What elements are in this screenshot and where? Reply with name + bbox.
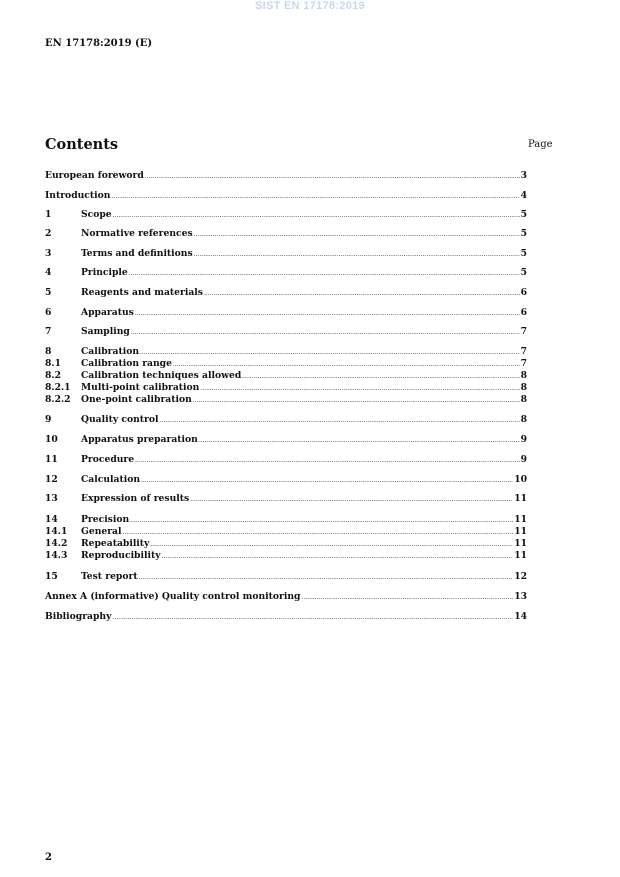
toc-entry[interactable] xyxy=(45,307,527,319)
toc-entry-title: Repeatability xyxy=(81,538,150,549)
toc-entry-title: Calibration techniques allowed xyxy=(81,370,242,381)
toc-entry-page: 5 xyxy=(520,228,527,239)
toc-entry-page: 5 xyxy=(520,209,527,220)
toc-entry[interactable] xyxy=(45,526,527,538)
toc-entry-title: Multi-point calibration xyxy=(81,382,200,393)
toc-entry-number: 15 xyxy=(45,571,58,582)
toc-entry-page: 14 xyxy=(514,611,527,622)
toc-entry-number: 14.2 xyxy=(45,538,68,549)
toc-entry[interactable] xyxy=(45,493,527,505)
toc-dot-leader xyxy=(194,228,520,241)
toc-entry[interactable] xyxy=(45,514,527,526)
toc-entry[interactable] xyxy=(45,571,527,583)
toc-entry[interactable] xyxy=(45,287,527,299)
toc-dot-leader xyxy=(199,434,520,447)
contents-heading: Contents xyxy=(45,136,119,153)
toc-entry-title: Reproducibility xyxy=(81,550,161,561)
toc-entry[interactable] xyxy=(45,326,527,338)
toc-entry-number: 8.2 xyxy=(45,370,61,381)
toc-entry-title: Scope xyxy=(81,209,112,220)
toc-entry[interactable] xyxy=(45,346,527,358)
toc-entry-number: 8 xyxy=(45,346,52,357)
toc-dot-leader xyxy=(193,394,520,407)
toc-entry-title: Sampling xyxy=(81,326,130,337)
toc-dot-leader xyxy=(112,611,513,624)
toc-entry[interactable] xyxy=(45,454,527,466)
toc-entry-page: 13 xyxy=(514,591,527,602)
toc-entry-page: 8 xyxy=(520,382,527,393)
toc-entry-title: Calibration xyxy=(81,346,140,357)
toc-entry-page: 11 xyxy=(514,538,527,549)
toc-entry-title: Terms and definitions xyxy=(81,248,193,259)
toc-entry[interactable] xyxy=(45,267,527,279)
toc-dot-leader xyxy=(135,307,520,320)
toc-entry[interactable] xyxy=(45,538,527,550)
toc-entry[interactable] xyxy=(45,382,527,394)
toc-entry-page: 10 xyxy=(514,474,527,485)
toc-entry-page: 3 xyxy=(520,170,527,181)
toc-entry-page: 5 xyxy=(520,248,527,259)
toc-entry-number: 4 xyxy=(45,267,52,278)
toc-entry[interactable] xyxy=(45,474,527,486)
toc-entry-number: 14 xyxy=(45,514,58,525)
toc-entry-title: General xyxy=(81,526,122,537)
toc-entry[interactable] xyxy=(45,228,527,240)
toc-entry-number: 7 xyxy=(45,326,52,337)
toc-entry[interactable] xyxy=(45,209,527,221)
toc-entry-number: 6 xyxy=(45,307,52,318)
toc-entry[interactable] xyxy=(45,550,527,562)
toc-dot-leader xyxy=(129,267,520,280)
toc-entry[interactable] xyxy=(45,394,527,406)
toc-entry-title: Expression of results xyxy=(81,493,190,504)
toc-dot-leader xyxy=(194,248,520,261)
toc-entry-title: Normative references xyxy=(81,228,193,239)
toc-dot-leader xyxy=(111,190,519,203)
toc-entry[interactable] xyxy=(45,370,527,382)
toc-entry-page: 11 xyxy=(514,493,527,504)
toc-dot-leader xyxy=(135,454,519,467)
toc-entry[interactable] xyxy=(45,358,527,370)
toc-entry-title: Apparatus preparation xyxy=(81,434,198,445)
toc-entry-number: 8.1 xyxy=(45,358,61,369)
toc-entry-number: 14.1 xyxy=(45,526,68,537)
toc-entry-number: 9 xyxy=(45,414,52,425)
toc-entry-title: Test report xyxy=(81,571,138,582)
toc-entry[interactable] xyxy=(45,248,527,260)
toc-entry-title: Quality control xyxy=(81,414,159,425)
toc-entry-title: European foreword xyxy=(45,170,144,181)
toc-entry-number: 8.2.1 xyxy=(45,382,71,393)
toc-entry-page: 9 xyxy=(520,454,527,465)
toc-entry[interactable] xyxy=(45,434,527,446)
toc-entry-page: 7 xyxy=(520,346,527,357)
toc-entry-page: 11 xyxy=(514,550,527,561)
toc-entry-page: 8 xyxy=(520,370,527,381)
watermark: SIST EN 17178:2019 xyxy=(255,0,365,12)
toc-dot-leader xyxy=(145,170,520,183)
toc-entry-title: Procedure xyxy=(81,454,135,465)
toc-entry[interactable] xyxy=(45,591,527,603)
toc-entry[interactable] xyxy=(45,611,527,623)
toc-entry-number: 10 xyxy=(45,434,58,445)
toc-entry-number: 5 xyxy=(45,287,52,298)
toc-entry-page: 11 xyxy=(514,514,527,525)
toc-entry-title: Apparatus xyxy=(81,307,134,318)
toc-entry-title: Calculation xyxy=(81,474,141,485)
toc-entry-number: 8.2.2 xyxy=(45,394,71,405)
toc-entry-title: Calibration range xyxy=(81,358,172,369)
page-column-label: Page xyxy=(528,139,553,150)
toc-entry-title: Annex A (informative) Quality control monitoring xyxy=(45,591,301,602)
toc-entry-title: Introduction xyxy=(45,190,111,201)
toc-dot-leader xyxy=(162,550,514,563)
toc-entry-title: Precision xyxy=(81,514,130,525)
toc-dot-leader xyxy=(141,474,513,487)
toc-entry-page: 8 xyxy=(520,394,527,405)
toc-dot-leader xyxy=(131,326,520,339)
toc-entry-page: 4 xyxy=(520,190,527,201)
toc-dot-leader xyxy=(139,571,514,584)
toc-entry-page: 7 xyxy=(520,326,527,337)
toc-entry-number: 1 xyxy=(45,209,52,220)
page-number: 2 xyxy=(45,852,52,863)
toc-entry-number: 11 xyxy=(45,454,58,465)
toc-entry-number: 2 xyxy=(45,228,52,239)
toc-entry-page: 6 xyxy=(520,307,527,318)
toc-entry[interactable] xyxy=(45,190,527,202)
document-reference: EN 17178:2019 (E) xyxy=(45,38,153,49)
toc-dot-leader xyxy=(160,414,520,427)
toc-entry-page: 7 xyxy=(520,358,527,369)
toc-entry-title: Reagents and materials xyxy=(81,287,203,298)
toc-dot-leader xyxy=(190,493,513,506)
toc-entry-title: One-point calibration xyxy=(81,394,192,405)
toc-entry-page: 8 xyxy=(520,414,527,425)
toc-entry-title: Principle xyxy=(81,267,128,278)
toc-dot-leader xyxy=(113,209,520,222)
toc-entry[interactable] xyxy=(45,170,527,182)
toc-entry-page: 6 xyxy=(520,287,527,298)
toc-entry[interactable] xyxy=(45,414,527,426)
toc-entry-page: 5 xyxy=(520,267,527,278)
toc-dot-leader xyxy=(301,591,513,604)
toc-entry-number: 13 xyxy=(45,493,58,504)
toc-entry-number: 14.3 xyxy=(45,550,68,561)
toc-entry-page: 12 xyxy=(514,571,527,582)
toc-entry-title: Bibliography xyxy=(45,611,112,622)
toc-entry-page: 11 xyxy=(514,526,527,537)
toc-dot-leader xyxy=(204,287,520,300)
toc-entry-page: 9 xyxy=(520,434,527,445)
toc-entry-number: 3 xyxy=(45,248,52,259)
toc-entry-number: 12 xyxy=(45,474,58,485)
